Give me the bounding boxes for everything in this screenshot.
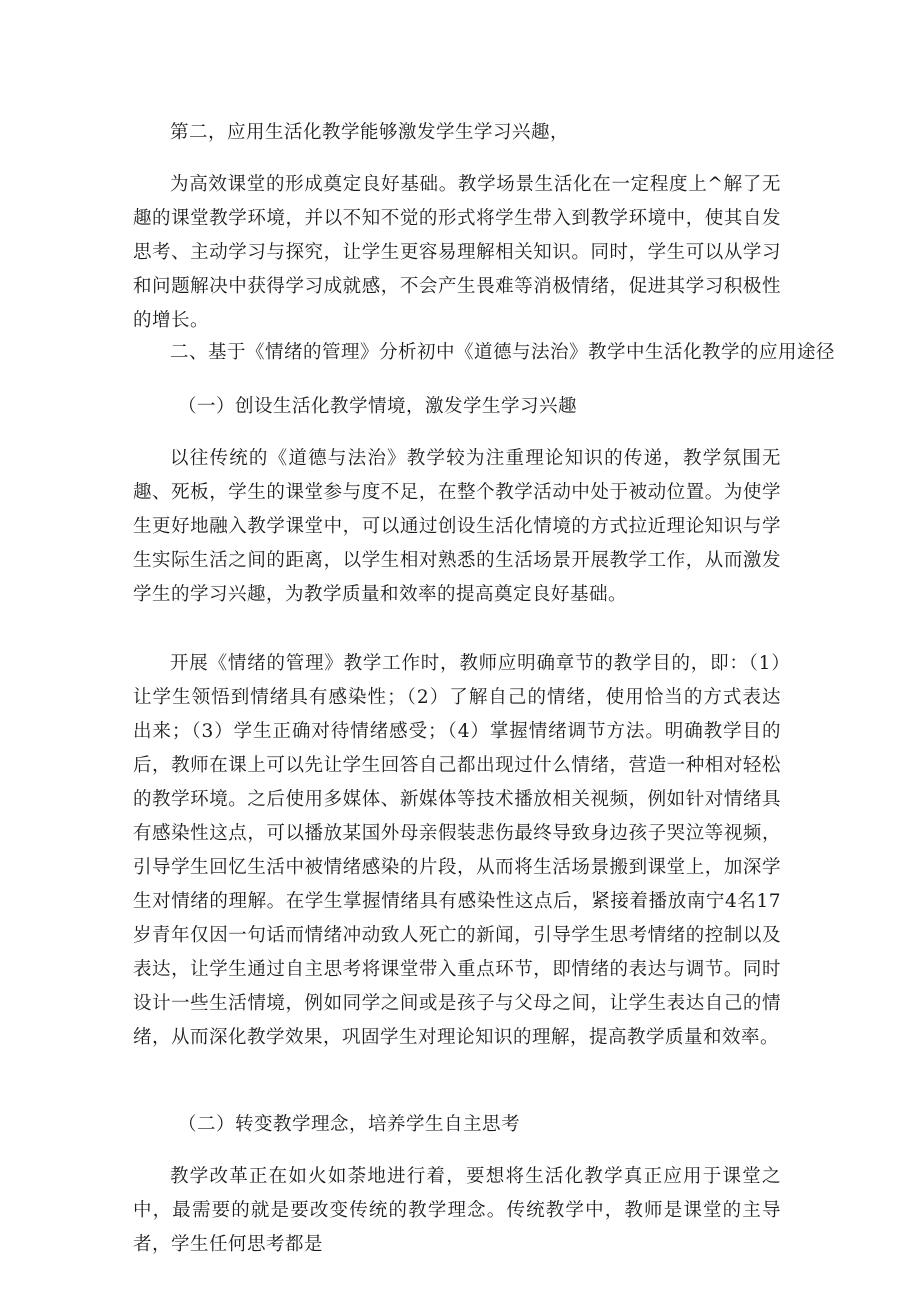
section-heading-application-paths: 二、基于《情绪的管理》分析初中《道德与法治》教学中生活化教学的应用途径 <box>170 342 836 363</box>
paragraph-emotion-management-teaching: 开展《情绪的管理》教学工作时，教师应明确章节的教学目的，即：（1）让学生领悟到情绪具有感染性；（2）了解自己的情绪，使用恰当的方式表达出来；（3）学生正确对待情绪感受；（4）掌握情绪调节方法。明确教学目的后，教师在课上可以先让学生回答自己都出现过什么情绪，营造一种相对轻松的教学环境。之后使用多媒体、新媒体等技术播放相关视频，例如针对情绪具有感染性这点，可以播放某国外母亲假装悲伤最终导致身边孩子哭泣等视频，引导学生回忆生活中被情绪感染的片段，从而将生活场景搬到课堂上，加深学生对情绪的理解。在学生掌握情绪具有感染性这点后，紧接着播放南宁4名17岁青年仅因一句话而情绪冲动致人死亡的新闻，引导学生思考情绪的控制以及表达，让学生通过自主思考将课堂带入重点环节，即情绪的表达与调节。同时设计一些生活情境，例如同学之间或是孩子与父母之间，让学生表达自己的情绪，从而深化教学效果，巩固学生对理论知识的理解，提高教学质量和效率。 <box>133 653 781 1048</box>
subsection-heading-change-concepts: （二）转变教学理念，培养学生自主思考 <box>178 1114 521 1135</box>
paragraph-traditional-teaching: 以往传统的《道德与法治》教学较为注重理论知识的传递，教学氛围无趣、死板，学生的课堂参与度不足，在整个教学活动中处于被动位置。为使学生更好地融入教学课堂中，可以通过创设生活化情境的方式拉近理论知识与学生实际生活之间的距离，以学生相对熟悉的生活场景开展教学工作，从而激发学生的学习兴趣，为教学质量和效率的提高奠定良好基础。 <box>133 448 781 605</box>
paragraph-efficient-classroom: 为高效课堂的形成奠定良好基础。教学场景生活化在一定程度上^解了无趣的课堂教学环境，并以不知不觉的形式将学生带入到教学环境中，使其自发思考、主动学习与探究，让学生更容易理解相关知识。同时，学生可以从学习和问题解决中获得学习成就感，不会产生畏难等消极情绪，促进其学习积极性的增长。 <box>133 174 781 331</box>
subsection-heading-create-scenarios: （一）创设生活化教学情境，激发学生学习兴趣 <box>178 396 578 417</box>
paragraph-teaching-reform: 教学改革正在如火如荼地进行着，要想将生活化教学真正应用于课堂之中，最需要的就是要改变传统的教学理念。传统教学中，教师是课堂的主导者，学生任何思考都是 <box>133 1166 781 1255</box>
paragraph-heading-second-point: 第二，应用生活化教学能够激发学生学习兴趣， <box>170 122 570 143</box>
